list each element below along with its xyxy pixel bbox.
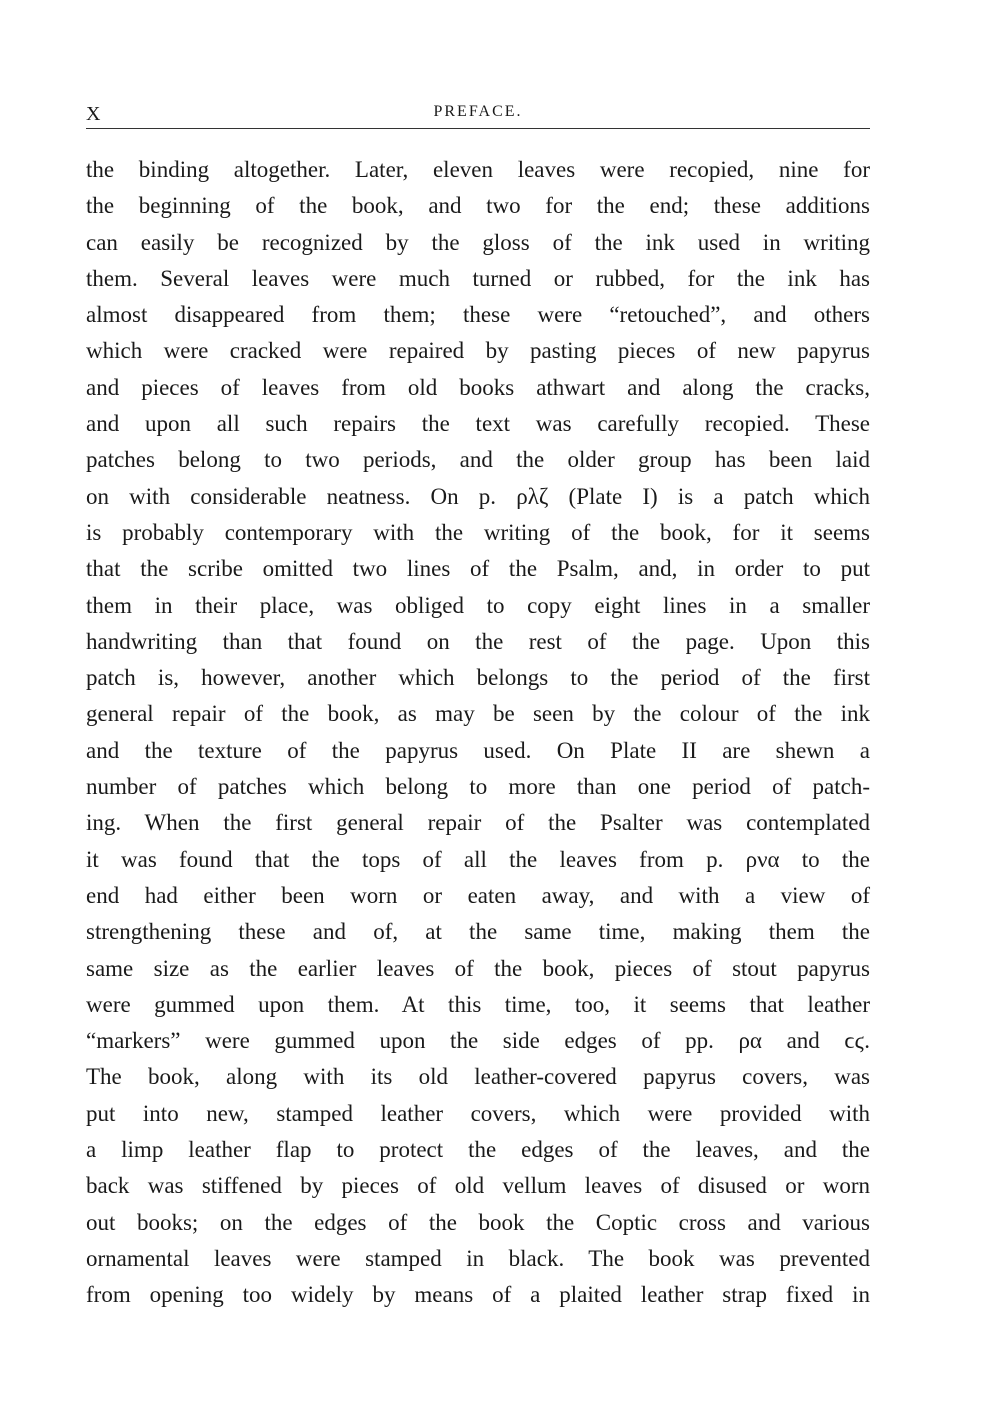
text-line: and pieces of leaves from old books athwart and along the cracks, (86, 374, 870, 400)
text-line: The book, along with its old leather-covered papyrus covers, was (86, 1064, 870, 1090)
text-line: ornamental leaves were stamped in black. The book was prevented (86, 1245, 870, 1271)
text-line: it was found that the tops of all the leaves from p. ρνα to the (86, 846, 870, 872)
text-line: the beginning of the book, and two for the end; these additions (86, 193, 870, 219)
text-line: ing. When the first general repair of the Psalter was contemplated (86, 810, 870, 836)
text-line: out books; on the edges of the book the Coptic cross and various (86, 1209, 870, 1235)
running-head (86, 103, 870, 131)
text-line: “markers” were gummed upon the side edges of pp. ρα and ϲϛ. (86, 1028, 870, 1054)
text-line: and upon all such repairs the text was carefully recopied. These (86, 411, 870, 437)
text-line: strengthening these and of, at the same time, making them the (86, 919, 870, 945)
text-line: same size as the earlier leaves of the book, pieces of stout papyrus (86, 955, 870, 981)
text-line: can easily be recognized by the gloss of the ink used in writing (86, 229, 870, 255)
text-line: on with considerable neatness. On p. ρλζ (Plate I) is a patch which (86, 483, 870, 509)
text-line: is probably contemporary with the writing of the book, for it seems (86, 519, 870, 545)
text-line: handwriting than that found on the rest of the page. Upon this (86, 628, 870, 654)
text-line: number of patches which belong to more than one period of patch- (86, 774, 870, 800)
text-line: patch is, however, another which belongs to the period of the first (86, 665, 870, 691)
text-line: the binding altogether. Later, eleven leaves were recopied, nine for (86, 157, 870, 182)
page-number: X (86, 103, 102, 125)
text-line: general repair of the book, as may be seen by the colour of the ink (86, 701, 870, 727)
body-text (86, 152, 870, 1314)
text-line: from opening too widely by means of a plaited leather strap fixed in (86, 1282, 870, 1308)
text-line: them. Several leaves were much turned or rubbed, for the ink has (86, 265, 870, 291)
text-line: that the scribe omitted two lines of the Psalm, and, in order to put (86, 556, 870, 582)
text-line: almost disappeared from them; these were “retouched”, and others (86, 302, 870, 328)
text-line: end had either been worn or eaten away, and with a view of (86, 882, 870, 908)
header-rule (86, 128, 870, 129)
text-line: them in their place, was obliged to copy eight lines in a smaller (86, 592, 870, 618)
text-line: patches belong to two periods, and the older group has been laid (86, 447, 870, 473)
running-title: PREFACE. (433, 103, 523, 120)
text-line: put into new, stamped leather covers, which were provided with (86, 1100, 870, 1126)
text-line: were gummed upon them. At this time, too, it seems that leather (86, 991, 870, 1017)
text-line: and the texture of the papyrus used. On Plate II are shewn a (86, 737, 870, 763)
text-line: back was stiffened by pieces of old vellum leaves of disused or worn (86, 1173, 870, 1199)
text-line: which were cracked were repaired by pasting pieces of new papyrus (86, 338, 870, 364)
text-line: a limp leather flap to protect the edges of the leaves, and the (86, 1137, 870, 1163)
